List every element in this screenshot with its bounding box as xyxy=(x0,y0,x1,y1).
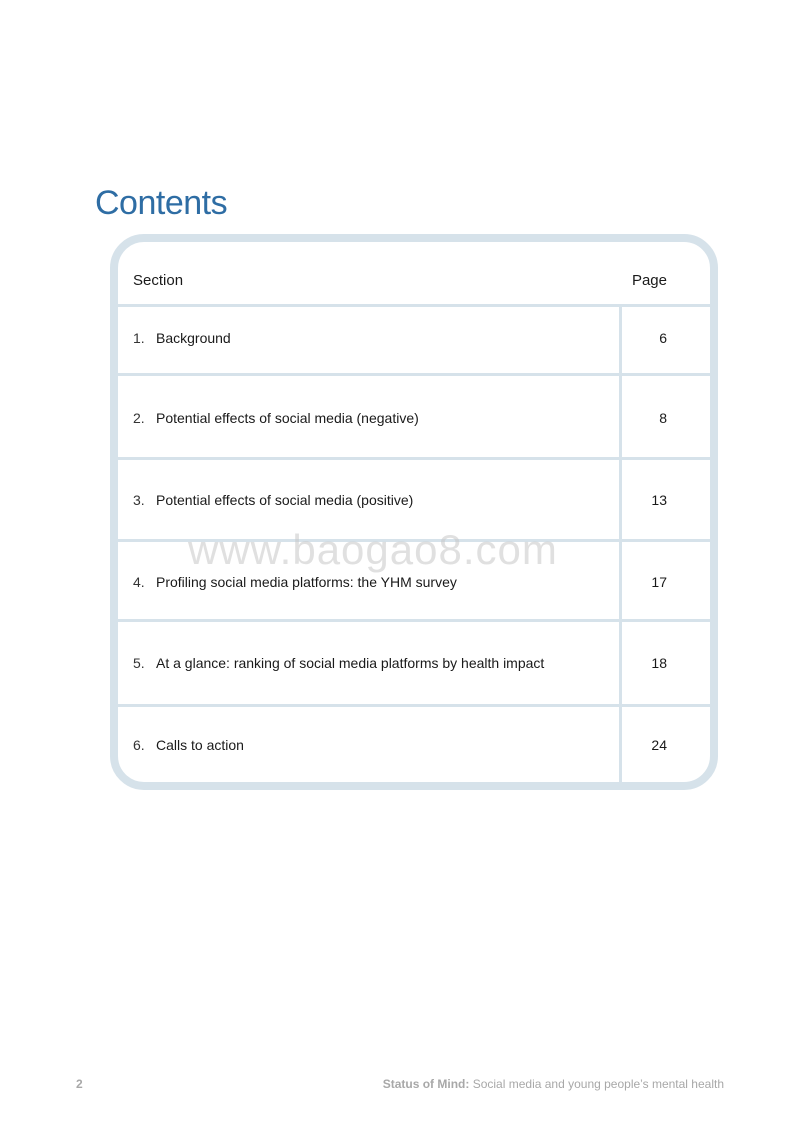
row-number: 3. xyxy=(133,492,145,508)
row-number: 1. xyxy=(133,330,145,346)
row-title[interactable]: Potential effects of social media (negative) xyxy=(156,410,419,426)
header-page-label: Page xyxy=(631,272,667,289)
footer-page-number: 2 xyxy=(76,1077,83,1091)
table-row[interactable] xyxy=(118,707,710,787)
row-page: 13 xyxy=(651,492,667,508)
row-title[interactable]: Potential effects of social media (positive) xyxy=(156,492,414,508)
watermark: www.baogao8.com xyxy=(188,526,558,573)
footer-title-rest: Social media and young people’s mental health xyxy=(469,1077,724,1091)
row-page: 17 xyxy=(651,574,667,590)
footer-title-bold: Status of Mind: xyxy=(382,1077,470,1091)
header-section-label: Section xyxy=(133,272,184,289)
table-row[interactable] xyxy=(118,542,710,622)
page-title: Contents xyxy=(95,184,228,222)
row-number: 2. xyxy=(133,410,145,426)
table-row[interactable] xyxy=(118,376,710,460)
row-page: 6 xyxy=(659,330,667,346)
table-header-row xyxy=(118,242,710,307)
row-number: 4. xyxy=(133,574,145,590)
footer-document-title xyxy=(383,1077,724,1091)
row-page: 24 xyxy=(651,737,667,753)
row-number: 6. xyxy=(133,737,145,753)
table-row[interactable] xyxy=(118,460,710,542)
row-title[interactable]: Background xyxy=(156,330,231,346)
table-row[interactable] xyxy=(118,307,710,376)
row-page: 18 xyxy=(651,655,667,671)
contents-table xyxy=(110,234,718,790)
table-row[interactable] xyxy=(118,622,710,707)
row-page: 8 xyxy=(659,410,667,426)
row-title[interactable]: At a glance: ranking of social media platforms by health impact xyxy=(156,655,545,671)
row-title[interactable]: Calls to action xyxy=(156,737,244,753)
row-title[interactable]: Profiling social media platforms: the YHM survey xyxy=(156,574,457,590)
row-number: 5. xyxy=(133,655,145,671)
